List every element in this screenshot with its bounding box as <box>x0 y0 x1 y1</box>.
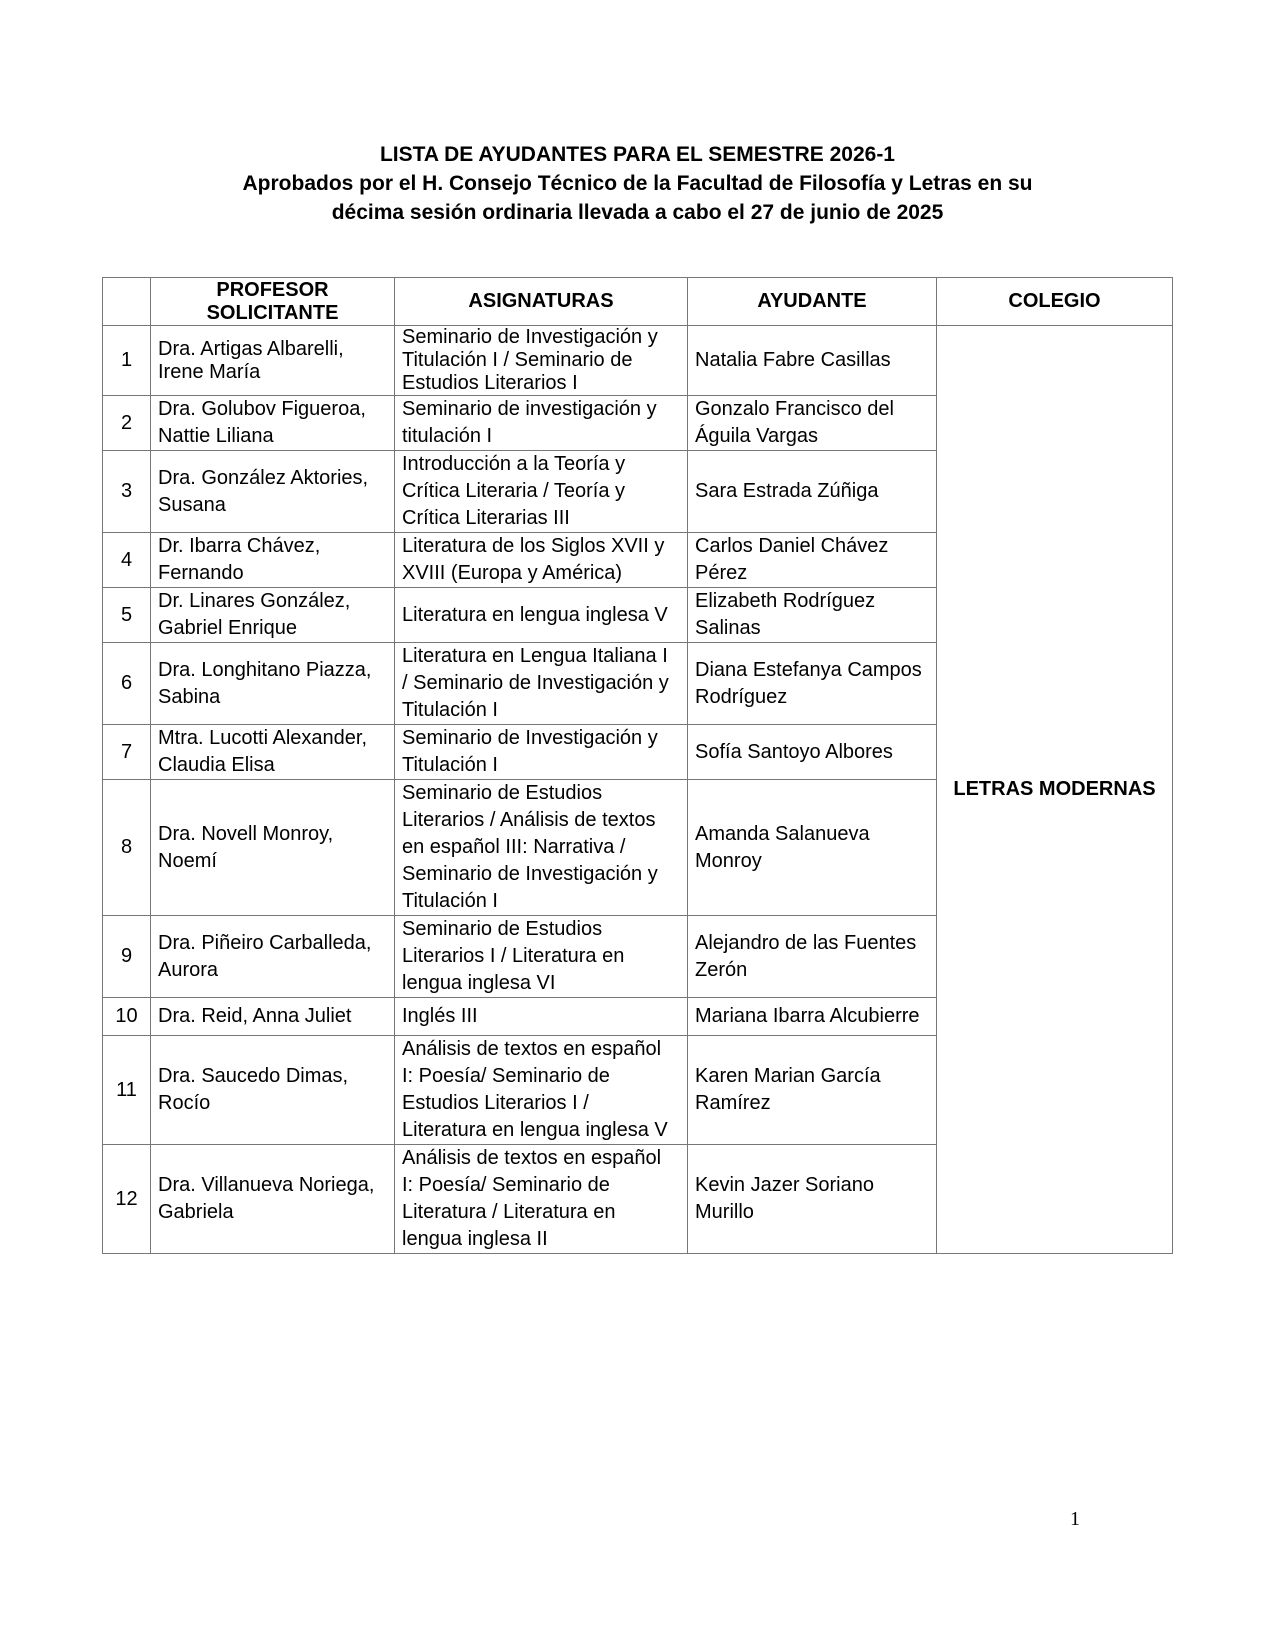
asignaturas-cell <box>395 1145 688 1254</box>
asignaturas-cell-line: Titulación I <box>402 754 498 776</box>
asignaturas-cell-line: Crítica Literaria / Teoría y <box>402 480 626 502</box>
asignaturas-cell-line: Titulación I / Seminario de <box>402 349 633 371</box>
profesor-cell-line: Dra. González Aktories, <box>158 466 369 489</box>
ayudante-cell <box>688 588 937 643</box>
asignaturas-cell-line: Seminario de Investigación y <box>402 863 658 885</box>
profesor-cell <box>151 588 395 643</box>
asignaturas-cell <box>395 451 688 533</box>
row-number: 8 <box>103 780 151 916</box>
row-number: 6 <box>103 643 151 725</box>
asignaturas-cell-line: Análisis de textos en español <box>402 1038 662 1060</box>
profesor-cell <box>151 643 395 725</box>
ayudante-cell-line: Monroy <box>695 849 762 872</box>
title-line-1: LISTA DE AYUDANTES PARA EL SEMESTRE 2026-1 <box>379 143 895 166</box>
ayudante-cell-line: Murillo <box>695 1201 754 1223</box>
profesor-cell-line: Dra. Novell Monroy, <box>158 822 334 845</box>
ayudante-cell <box>688 533 937 588</box>
row-number: 9 <box>103 916 151 998</box>
asignaturas-cell-line: Seminario de Investigación y <box>402 326 658 348</box>
asignaturas-cell-line: I: Poesía/ Seminario de <box>402 1065 610 1087</box>
ayudante-cell-line: Elizabeth Rodríguez <box>695 590 876 612</box>
ayudante-cell-line: Kevin Jazer Soriano <box>695 1174 874 1196</box>
asignaturas-cell <box>395 643 688 725</box>
ayudante-cell-line: Alejandro de las Fuentes <box>695 931 917 954</box>
assistants-table <box>102 277 1173 1254</box>
row-number: 11 <box>103 1036 151 1145</box>
asignaturas-cell-line: Análisis de textos en español <box>402 1147 662 1169</box>
asignaturas-cell-line: Introducción a la Teoría y <box>402 453 626 475</box>
asignaturas-cell <box>395 1036 688 1145</box>
colegio-cell: LETRAS MODERNAS <box>937 326 1173 1254</box>
asignaturas-cell-line: Titulación I <box>402 699 498 721</box>
asignaturas-cell <box>395 533 688 588</box>
header-row <box>103 278 1173 326</box>
profesor-cell <box>151 725 395 780</box>
header-number <box>103 278 151 326</box>
ayudante-cell <box>688 1036 937 1145</box>
row-number: 7 <box>103 725 151 780</box>
row-number: 12 <box>103 1145 151 1254</box>
asignaturas-cell-line: Literatura en Lengua Italiana I <box>402 645 668 667</box>
ayudante-cell-line: Sofía Santoyo Albores <box>695 740 893 763</box>
title-line-3: décima sesión ordinaria llevada a cabo el 27 de junio de 2025 <box>331 201 944 224</box>
row-number: 4 <box>103 533 151 588</box>
asignaturas-cell-line: I: Poesía/ Seminario de <box>402 1174 610 1196</box>
profesor-cell <box>151 998 395 1036</box>
ayudante-cell-line: Natalia Fabre Casillas <box>695 349 891 371</box>
asignaturas-cell-line: Titulación I <box>402 890 498 912</box>
profesor-cell-line: Aurora <box>158 958 219 981</box>
profesor-cell-line: Dr. Linares González, <box>158 590 351 612</box>
profesor-cell-line: Nattie Liliana <box>158 425 274 447</box>
header-asignaturas: ASIGNATURAS <box>395 278 688 326</box>
header-colegio: COLEGIO <box>937 278 1173 326</box>
asignaturas-cell-line: Seminario de investigación y <box>402 398 657 420</box>
header-profesor-line-2: SOLICITANTE <box>206 301 339 324</box>
asignaturas-cell-line: Literatura / Literatura en <box>402 1201 616 1223</box>
asignaturas-cell-line: Literatura en lengua inglesa V <box>402 603 668 626</box>
profesor-cell <box>151 780 395 916</box>
profesor-cell <box>151 396 395 451</box>
asignaturas-cell-line: Literatura de los Siglos XVII y <box>402 535 665 557</box>
asignaturas-cell-line: lengua inglesa VI <box>402 972 556 994</box>
asignaturas-cell <box>395 588 688 643</box>
ayudante-cell <box>688 725 937 780</box>
row-number: 10 <box>103 998 151 1036</box>
profesor-cell <box>151 916 395 998</box>
profesor-cell-line: Dra. Saucedo Dimas, <box>158 1065 349 1087</box>
asignaturas-cell-line: Inglés III <box>402 1005 478 1027</box>
asignaturas-cell-line: lengua inglesa II <box>402 1228 548 1250</box>
profesor-cell-line: Susana <box>158 493 226 516</box>
row-number: 2 <box>103 396 151 451</box>
asignaturas-cell-line: / Seminario de Investigación y <box>402 672 669 694</box>
profesor-cell-line: Dra. Piñeiro Carballeda, <box>158 931 372 954</box>
profesor-cell <box>151 1145 395 1254</box>
ayudante-cell-line: Amanda Salanueva <box>695 822 870 845</box>
asignaturas-cell-line: Seminario de Estudios <box>402 782 603 804</box>
asignaturas-cell-line: Estudios Literarios I / <box>402 1092 589 1114</box>
ayudante-cell-line: Rodríguez <box>695 685 788 708</box>
profesor-cell-line: Dra. Artigas Albarelli, <box>158 337 344 360</box>
asignaturas-cell <box>395 780 688 916</box>
asignaturas-cell <box>395 396 688 451</box>
ayudante-cell <box>688 916 937 998</box>
asignaturas-cell-line: Literatura en lengua inglesa V <box>402 1119 668 1141</box>
ayudante-cell-line: Ramírez <box>695 1092 771 1114</box>
header-profesor <box>151 278 395 326</box>
ayudante-cell-line: Diana Estefanya Campos <box>695 658 922 681</box>
asignaturas-cell-line: XVIII (Europa y América) <box>402 562 623 584</box>
profesor-cell-line: Gabriela <box>158 1201 234 1223</box>
row-number: 1 <box>103 326 151 396</box>
ayudante-cell-line: Carlos Daniel Chávez <box>695 535 889 557</box>
profesor-cell-line: Mtra. Lucotti Alexander, <box>158 727 368 749</box>
ayudante-cell-line: Sara Estrada Zúñiga <box>695 480 879 502</box>
profesor-cell <box>151 451 395 533</box>
asignaturas-cell <box>395 326 688 396</box>
document-heading <box>0 140 1275 227</box>
profesor-cell-line: Rocío <box>158 1092 211 1114</box>
row-number: 3 <box>103 451 151 533</box>
asignaturas-cell <box>395 916 688 998</box>
header-profesor-line-1: PROFESOR <box>216 278 329 301</box>
profesor-cell-line: Claudia Elisa <box>158 754 275 776</box>
ayudante-cell-line: Águila Vargas <box>695 425 819 447</box>
ayudante-cell-line: Salinas <box>695 617 761 639</box>
profesor-cell-line: Dra. Golubov Figueroa, <box>158 398 366 420</box>
profesor-cell-line: Dra. Reid, Anna Juliet <box>158 1005 352 1027</box>
page-number: 1 <box>1070 1508 1080 1530</box>
asignaturas-cell-line: Crítica Literarias III <box>402 507 570 529</box>
ayudante-cell <box>688 998 937 1036</box>
profesor-cell-line: Sabina <box>158 685 221 708</box>
ayudante-cell-line: Karen Marian García <box>695 1065 881 1087</box>
header-ayudante: AYUDANTE <box>688 278 937 326</box>
ayudante-cell <box>688 396 937 451</box>
asignaturas-cell-line: Seminario de Estudios <box>402 918 603 940</box>
profesor-cell-line: Noemí <box>158 849 217 872</box>
asignaturas-cell-line: Estudios Literarios I <box>402 372 578 394</box>
ayudante-cell-line: Mariana Ibarra Alcubierre <box>695 1005 920 1027</box>
asignaturas-cell <box>395 998 688 1036</box>
ayudante-cell <box>688 1145 937 1254</box>
profesor-cell-line: Dr. Ibarra Chávez, <box>158 535 321 557</box>
profesor-cell <box>151 1036 395 1145</box>
asignaturas-cell-line: titulación I <box>402 425 493 447</box>
ayudante-cell <box>688 643 937 725</box>
ayudante-cell-line: Pérez <box>695 562 748 584</box>
asignaturas-cell-line: Seminario de Investigación y <box>402 727 658 749</box>
ayudante-cell <box>688 326 937 396</box>
asignaturas-cell-line: Literarios I / Literatura en <box>402 945 625 967</box>
profesor-cell <box>151 533 395 588</box>
asignaturas-cell <box>395 725 688 780</box>
profesor-cell-line: Fernando <box>158 562 244 584</box>
ayudante-cell <box>688 451 937 533</box>
ayudante-cell <box>688 780 937 916</box>
title-line-2: Aprobados por el H. Consejo Técnico de la Facultad de Filosofía y Letras en su <box>242 172 1033 195</box>
row-number: 5 <box>103 588 151 643</box>
asignaturas-cell-line: Literarios / Análisis de textos <box>402 809 656 831</box>
asignaturas-cell-line: en español III: Narrativa / <box>402 836 626 858</box>
profesor-cell-line: Dra. Longhitano Piazza, <box>158 658 372 681</box>
ayudante-cell-line: Gonzalo Francisco del <box>695 398 894 420</box>
ayudante-cell-line: Zerón <box>695 958 748 981</box>
table-row <box>103 326 1173 396</box>
profesor-cell-line: Gabriel Enrique <box>158 617 297 639</box>
table-body <box>103 326 1173 1254</box>
profesor-cell <box>151 326 395 396</box>
profesor-cell-line: Irene María <box>158 360 261 383</box>
profesor-cell-line: Dra. Villanueva Noriega, <box>158 1174 375 1196</box>
